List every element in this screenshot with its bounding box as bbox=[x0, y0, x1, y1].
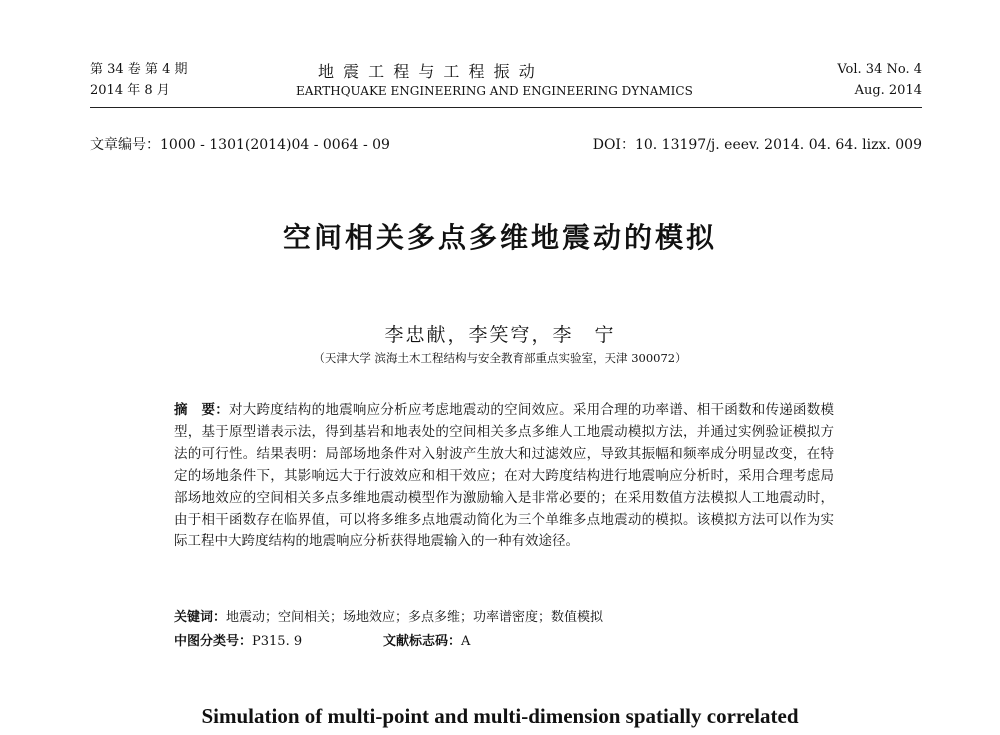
keywords bbox=[174, 606, 603, 625]
document-code-label: 文献标志码： bbox=[383, 634, 462, 649]
volume-issue-cn: 第 34 卷 第 4 期 bbox=[90, 62, 188, 77]
header-rule bbox=[90, 107, 922, 108]
document-code bbox=[383, 630, 470, 649]
volume-issue-en: Vol. 34 No. 4 bbox=[837, 62, 922, 77]
keywords-label: 关键词： bbox=[174, 610, 227, 625]
english-title: Simulation of multi-point and multi-dimension spatially correlated bbox=[201, 704, 799, 728]
clc-value: P315. 9 bbox=[252, 634, 303, 649]
keywords-text: 地震动；空间相关；场地效应；多点多维；功率谱密度；数值模拟 bbox=[226, 610, 604, 625]
clc-number bbox=[174, 630, 302, 649]
abstract-label: 摘 要： bbox=[174, 402, 230, 418]
date-cn: 2014 年 8 月 bbox=[90, 83, 170, 98]
abstract-text: 对大跨度结构的地震响应分析应考虑地震动的空间效应。采用合理的功率谱、相干函数和传递函数模型，基于原型谱表示法，得到基岩和地表处的空间相关多点多维人工地震动模拟方法，并通过实例验证模拟方法的可行性。结果表明：局部场地条件对入射波产生放大和过滤效应，导致其振幅和频率成分明显改变，在特定的场地条件下，其影响远大于行波效应和相干效应；在对大跨度结构进行地震响应分析时，采用合理考虑局部场地效应的空间相关多点多维地震动模型作为激励输入是非常必要的；在采用数值方法模拟人工地震动时，由于相干函数存在临界值，可以将多维多点地震动简化为三个单维多点地震动的模拟。该模拟方法可以作为实际工程中大跨度结构的地震响应分析获得地震输入的一种有效途径。 bbox=[174, 402, 835, 550]
page-title: 空间相关多点多维地震动的模拟 bbox=[282, 221, 717, 254]
article-number: 文章编号：1000 - 1301(2014)04 - 0064 - 09 bbox=[90, 137, 390, 153]
journal-title-en: EARTHQUAKE ENGINEERING AND ENGINEERING DYNAMICS bbox=[296, 84, 693, 98]
date-en: Aug. 2014 bbox=[854, 83, 922, 98]
clc-label: 中图分类号： bbox=[174, 634, 253, 649]
abstract bbox=[174, 400, 834, 553]
journal-title-cn: 地 震 工 程 与 工 程 振 动 bbox=[318, 62, 537, 81]
authors: 李忠献，李笑穹，李 宁 bbox=[384, 324, 616, 346]
document-code-value: A bbox=[461, 634, 471, 649]
affiliation: （天津大学 滨海土木工程结构与安全教育部重点实验室，天津 300072） bbox=[313, 351, 687, 365]
doi: DOI：10. 13197/j. eeev. 2014. 04. 64. lizx. 009 bbox=[592, 137, 922, 153]
